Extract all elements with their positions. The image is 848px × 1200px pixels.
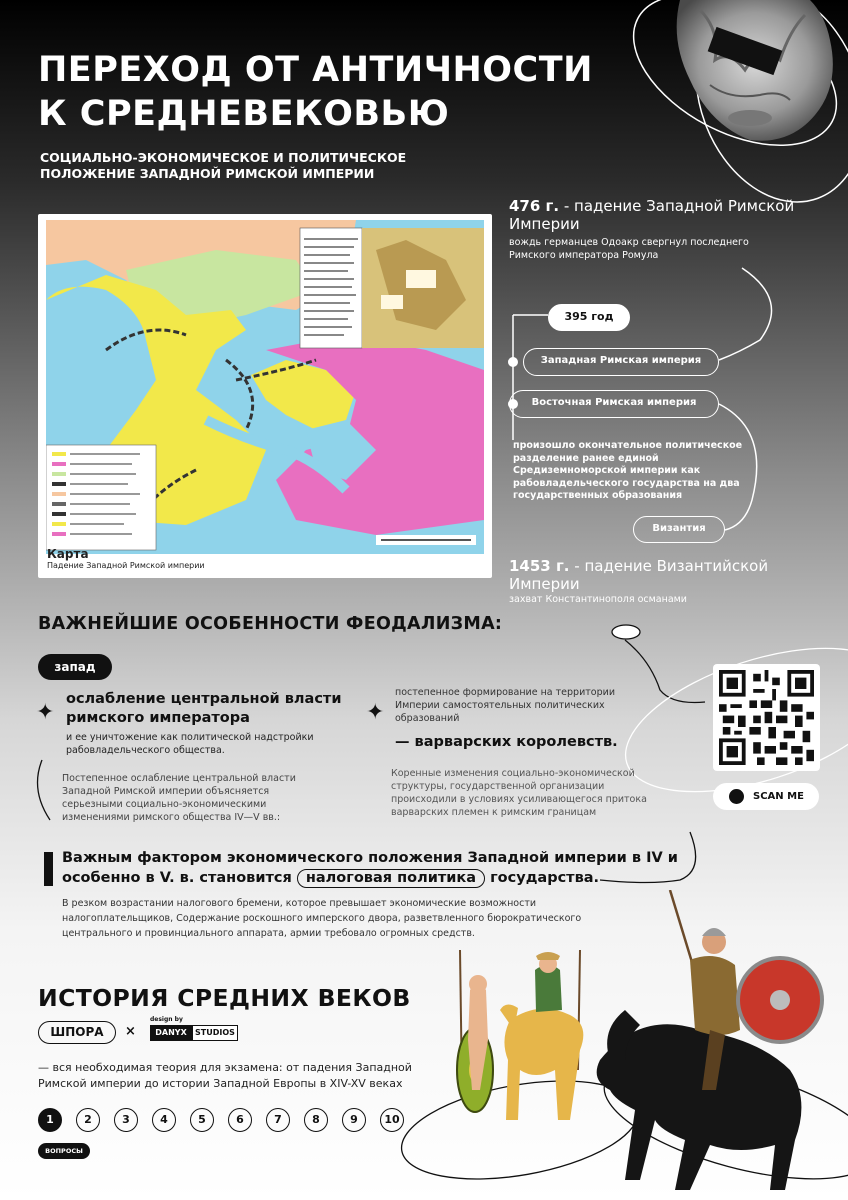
col2-paragraph: Коренные изменения социально-экономической структуры, государственной организации происходили в условиях усиливающегося притока варварских племен к римским границам [391, 768, 647, 818]
qr-code-image [719, 670, 814, 765]
event-1453-text: - падение Византийской Империи [509, 557, 769, 593]
byzantium-pill: Византия [633, 516, 725, 543]
page-number-3[interactable]: 3 [114, 1108, 138, 1132]
empire-map-image [46, 220, 484, 554]
map-caption-title: Карта [47, 547, 89, 561]
col2-heading: — варварских королевств. [395, 734, 618, 750]
east-empire-pill: Восточная Римская империя [509, 390, 719, 418]
scan-me-button[interactable] [713, 783, 819, 810]
split-description: произошло окончательное политическое разделение ранее единой Средиземноморской империи как рабовладельческого государства на два государственных образования [513, 440, 743, 501]
tax-heading-part1: Важным фактором экономического положения Западной империи в IV и особенно в V. в. становится [62, 850, 678, 886]
design-by-label: design by [150, 1016, 183, 1023]
event-476-title [509, 197, 839, 233]
tax-paragraph: В резком возрастании налогового бремени, которое превышает экономические возможности налогоплательщиков, Содержание роскошного имперского двора, разветвленного бюрократического центрального и провинциального аппарата, армии требовало огромных средств. [62, 898, 582, 939]
scan-me-label: SCAN ME [753, 791, 804, 802]
map-card [38, 214, 492, 578]
page-number-5[interactable]: 5 [190, 1108, 214, 1132]
col1-subtext: и ее уничтожение как политической надстройки рабовладельческого общества. [66, 732, 314, 756]
scan-icon [729, 789, 744, 804]
event-476-year: 476 г. [509, 197, 560, 215]
title-line-2: К СРЕДНЕВЕКОВЬЮ [38, 94, 450, 134]
page-number-4[interactable]: 4 [152, 1108, 176, 1132]
qr-code[interactable] [713, 664, 820, 771]
west-tag: запад [38, 654, 112, 680]
page-number-1[interactable]: 1 [38, 1108, 62, 1132]
tax-heading-part2: государства. [485, 870, 600, 886]
questions-badge[interactable]: ВОПРОСЫ [38, 1143, 90, 1159]
tax-accent-bar [44, 852, 53, 886]
title-line-1: ПЕРЕХОД ОТ АНТИЧНОСТИ [38, 50, 593, 90]
subtitle-line-2: ПОЛОЖЕНИЕ ЗАПАДНОЙ РИМСКОЙ ИМПЕРИИ [40, 166, 375, 181]
page-number-9[interactable]: 9 [342, 1108, 366, 1132]
timeline-dot-west [508, 357, 518, 367]
page-number-10[interactable]: 10 [380, 1108, 404, 1132]
sparkle-icon: ✦ [366, 700, 385, 725]
times-sign: × [125, 1024, 136, 1039]
year-395-pill: 395 год [548, 304, 630, 331]
west-empire-pill: Западная Римская империя [523, 348, 719, 376]
history-description: — вся необходимая теория для экзамена: от падения Западной Римской империи до истории Западной Европы в XIV-XV веках [38, 1061, 412, 1090]
danyx-logo: DANYX [150, 1025, 192, 1041]
shpora-badge: ШПОРА [38, 1021, 116, 1044]
subtitle-line-1: СОЦИАЛЬНО-ЭКОНОМИЧЕСКОЕ И ПОЛИТИЧЕСКОЕ [40, 150, 407, 165]
studios-logo: STUDIOS [192, 1025, 238, 1041]
page-number-8[interactable]: 8 [304, 1108, 328, 1132]
page-subtitle [40, 150, 460, 182]
event-476-description: вождь германцев Одоакр свергнул последнего Римского императора Ромула [509, 237, 749, 261]
history-title: ИСТОРИЯ СРЕДНИХ ВЕКОВ [38, 984, 411, 1012]
tax-policy-pill: налоговая политика [297, 869, 485, 888]
sparkle-icon: ✦ [36, 700, 55, 725]
barbarian-warriors-image [440, 890, 848, 1200]
feudalism-heading: ВАЖНЕЙШИЕ ОСОБЕННОСТИ ФЕОДАЛИЗМА: [38, 614, 503, 634]
page-number-7[interactable]: 7 [266, 1108, 290, 1132]
page-number-2[interactable]: 2 [76, 1108, 100, 1132]
event-1453-title [509, 557, 839, 593]
col1-heading: ослабление центральной власти римского императора [66, 691, 342, 726]
event-1453-year: 1453 г. [509, 557, 570, 575]
page-title [38, 48, 598, 136]
tax-heading [62, 848, 702, 888]
col2-topline: постепенное формирование на территории Империи самостоятельных политических образований [395, 687, 615, 724]
col1-paragraph: Постепенное ослабление центральной власти Западной Римской империи объясняется серьезными социально-экономическими изменениями римского общества IV—V вв.: [62, 773, 296, 823]
statue-head-image [640, 0, 848, 150]
event-1453-description: захват Константинополя османами [509, 594, 687, 605]
event-476-text: - падение Западной Римской Империи [509, 197, 795, 233]
map-caption-subtitle: Падение Западной Римской империи [47, 561, 205, 570]
page-number-6[interactable]: 6 [228, 1108, 252, 1132]
